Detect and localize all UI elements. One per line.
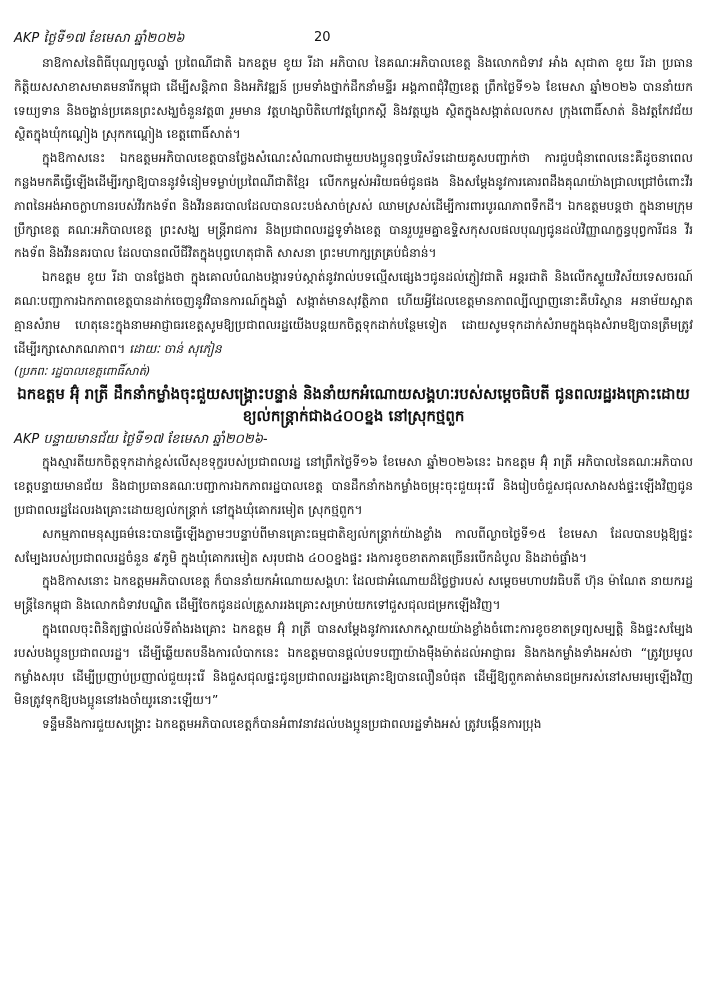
article-2-headline: ឯកឧត្តម អ៊ុំ រាត្រី ដឹកនាំកម្លាំងចុះជួយសង្គ្រោះបន្ទាន់ និងនាំយកអំណោយសង្គហៈរបស់សម្ដេចធិបតី ជូនពលរដ្ឋរងគ្រោះដោយខ្យល់កន្ត្រាក់ជាង៤០០ខ្នង នៅស្រុកថ្មពួក bbox=[17, 385, 690, 426]
article-1-paragraph: នាឱកាសនៃពិធីបុណ្យចូលឆ្នាំ ប្រពៃណីជាតិ ឯកឧត្តម ខូយ រីដា អភិបាល នៃគណៈអភិបាលខេត្ត និងលោកជំទាវ អាំង សុជាតា ខូយ រីដា ប្រធានកិត្តិយសសាខាសមាគមនារីកម្ពុជា ដើម្បីសន្តិភាព និងអភិវឌ្ឍន៍ ប្រមទាំងថ្នាក់ដឹកនាំមន្ទីរ អង្គភាពជុំវិញខេត្ត ព្រឹកថ្ងៃទី១៦ ខែមេសា ឆ្នាំ២០២៦ បាននាំយកទេយ្យទាន និងចង្ហាន់ប្រគេនព្រះសង្ឃចំនួនវត្ត៣ រួមមាន វត្តហង្សាបិតិហៅវត្តព្រែកស្តី និងវត្តឃ្លង ស្ថិតក្នុងសង្កាត់លលកស ក្រុងពោធិ៍សាត់ និងវត្តកែវជ័យ ស្ថិតក្នុងឃុំកណ្ដៀង ស្រុកកណ្ដៀង ខេត្តពោធិ៍សាត់។ bbox=[14, 56, 693, 142]
article-2 bbox=[14, 383, 693, 737]
source-credit: (ប្រភពៈ រដ្ឋបាលខេត្តពោធិ៍សាត់) bbox=[14, 364, 151, 379]
article-1 bbox=[14, 52, 693, 381]
article-1-paragraph-text: ឯកឧត្តម ខូយ រីដា បានថ្លែងថា ក្នុងគោលបំណងបង្ការទប់ស្កាត់នូវរាល់បទល្មើសផ្សេងៗជូនដល់ភ្ញៀវជាតិ អន្តរជាតិ និងលើកស្ទួយវិស័យទេសចរណ៍ គណៈបញ្ជាការឯកភាពខេត្តបានដាក់ចេញនូវវិធានការណ៍ក្នុងឆ្នាំ សង្កាត់មានសុវត្ថិភាព ហើយអ្វីដែលខេត្តមានភាពល្បីល្បាញនោះគឺបរិស្ថាន អនាម័យស្អាតគ្មានសំរាម ហេតុនេះក្នុងនាមអាជ្ញាធរខេត្តសូមឱ្យប្រជាពលរដ្ឋយើងបន្តយកចិត្តទុកដាក់បន្ថែមទៀត ដោយសូមទុកដាក់សំរាមក្នុងធុងសំរាមឱ្យបានត្រឹមត្រូវ ដើម្បីរក្សាសោភណភាព។ bbox=[14, 270, 693, 356]
article-2-paragraph: សកម្មភាពមនុស្សធម៌នេះបានធ្វើឡើងភ្លាមៗបន្ទាប់ពីមានគ្រោះធម្មជាតិខ្យល់កន្ត្រាក់យ៉ាងខ្លាំង កាលពីល្ងាចថ្ងៃទី១៥ ខែមេសា ដែលបានបង្កឱ្យផ្ទះសម្បែងរបស់ប្រជាពលរដ្ឋចំនួន ៩ភូមិ ក្នុងឃុំគោករមៀត សរុបជាង ៤០០ខ្នងផ្ទះ រងការខូចខាតភាគច្រើនរបើកដំបូល និងដាច់ផ្ទាំង។ bbox=[14, 526, 693, 565]
page-number: 20 bbox=[314, 30, 331, 45]
article-2-paragraph: ទន្ទឹមនឹងការជួយសង្គ្រោះ ឯកឧត្តមអភិបាលខេត្តក៏បានអំពាវនាវដល់បងប្អូនប្រជាពលរដ្ឋទាំងអស់ ត្រូវបង្កើនការប្រុង bbox=[42, 717, 542, 732]
article-2-paragraph: ក្នុងឱកាសនោះ ឯកឧត្តមអភិបាលខេត្ត ក៏បាននាំយកអំណោយសង្គហៈ ដែលជាអំណោយដ៏ថ្លៃថ្លារបស់ សម្ដេចមហាបវរធិបតី ហ៊ុន ម៉ាណែត នាយករដ្ឋមន្ត្រីនៃកម្ពុជា និងលោកជំទាវបណ្ឌិត ដើម្បីចែកជូនដល់គ្រួសាររងគ្រោះសម្រាប់យកទៅជួសជុលជម្រកឡើងវិញ។ bbox=[14, 574, 693, 613]
header-dateline: AKP ថ្ងៃទី១៧ ខែមេសា ឆ្នាំ២០២៦ bbox=[14, 31, 185, 46]
page-header bbox=[14, 30, 693, 50]
page-content bbox=[14, 52, 693, 737]
article-2-paragraph: ក្នុងស្មារតីយកចិត្តទុកដាក់ខ្ពស់លើសុខទុក្ខរបស់ប្រជាពលរដ្ឋ នៅព្រឹកថ្ងៃទី១៦ ខែមេសា ឆ្នាំ២០២៦នេះ ឯកឧត្តម អ៊ុំ រាត្រី អភិបាលនៃគណៈអភិបាលខេត្តបន្ទាយមានជ័យ និងជាប្រធានគណៈបញ្ជាការឯកភាពរដ្ឋបាលខេត្ត បានដឹកនាំកងកម្លាំងចម្រុះចុះជួយរុះរើ និងរៀបចំជួសជុលសាងសង់ផ្ទះឡើងវិញជូនប្រជាពលរដ្ឋដែលរងគ្រោះដោយខ្យល់កន្ត្រាក់ នៅក្នុងឃុំគោករមៀត ស្រុកថ្មពួក។ bbox=[14, 455, 693, 517]
byline: ដោយៈ ចាន់ សុភៀន bbox=[129, 341, 222, 356]
article-1-paragraph bbox=[14, 266, 693, 361]
article-1-paragraph: ក្នុងឱកាសនេះ ឯកឧត្តមអភិបាលខេត្តបានថ្លែងសំណេះសំណាលជាមួយបងប្អូនពុទ្ធបរិស័ទដោយគូសបញ្ជាក់ថា ការជួបជុំនាពេលនេះគឺដូចនាពេលកន្លងមកគឺធ្វើឡើងដើម្បីរក្សាឱ្យបាននូវទំនៀមទម្លាប់ប្រពៃណីជាតិខ្មែរ លើកកម្ពស់អរិយធម៌ជូនផង និងសម្ដែងនូវការគោរពដឹងគុណយ៉ាងជ្រាលជ្រៅចំពោះវីរភាពនៃអង់អាចក្លាហានរបស់វីរកងទ័ព និងវីរនគរបាលដែលបានលះបង់សាច់ស្រស់ ឈាមស្រស់ដើម្បីការពារបូរណភាពទឹកដី។ ឯកឧត្តមបន្តថា ក្នុងនាមក្រុមប្រឹក្សាខេត្ត គណៈអភិបាលខេត្ត ព្រះសង្ឃ មន្ត្រីរាជការ និងប្រជាពលរដ្ឋទូទាំងខេត្ត បានរួបរួមគ្នាឧទ្ទិសកុសលផលបុណ្យជូនដល់វិញ្ញាណក្ខន្ធបុព្វការីជន វីរកងទ័ព និងវីរនគរបាល ដែលបានពលីជីវិតក្នុងបុព្វហេតុជាតិ សាសនា ព្រះមហាក្សត្រគ្រប់ជំនាន់។ bbox=[14, 151, 693, 261]
article-2-dateline: AKP បន្ទាយមានជ័យ ថ្ងៃទី១៧ ខែមេសា ឆ្នាំ២០២៦- bbox=[14, 432, 268, 448]
article-2-paragraph: ក្នុងពេលចុះពិនិត្យផ្ទាល់ដល់ទីតាំងរងគ្រោះ ឯកឧត្តម អ៊ុំ រាត្រី បានសម្ដែងនូវការសោកស្ដាយយ៉ាងខ្លាំងចំពោះការខូចខាតទ្រព្យសម្បត្តិ និងផ្ទះសម្បែងរបស់បងប្អូនប្រជាពលរដ្ឋ។ ដើម្បីឆ្លើយតបនឹងការលំបាកនេះ ឯកឧត្តមបានផ្ដល់បទបញ្ជាយ៉ាងម៉ឺងម៉ាត់ដល់អាជ្ញាធរ និងកងកម្លាំងទាំងអស់ថា “ត្រូវប្រមូលកម្លាំងសរុប ដើម្បីប្រញាប់ប្រញាល់ជួយរុះរើ និងជួសជុលផ្ទះជូនប្រជាពលរដ្ឋរងគ្រោះឱ្យបានលឿនបំផុត ដើម្បីឱ្យពួកគាត់មានជម្រករស់នៅសមរម្យឡើងវិញ មិនត្រូវទុកឱ្យបងប្អូននៅរងចាំយូរនោះឡើយ។” bbox=[14, 621, 693, 708]
